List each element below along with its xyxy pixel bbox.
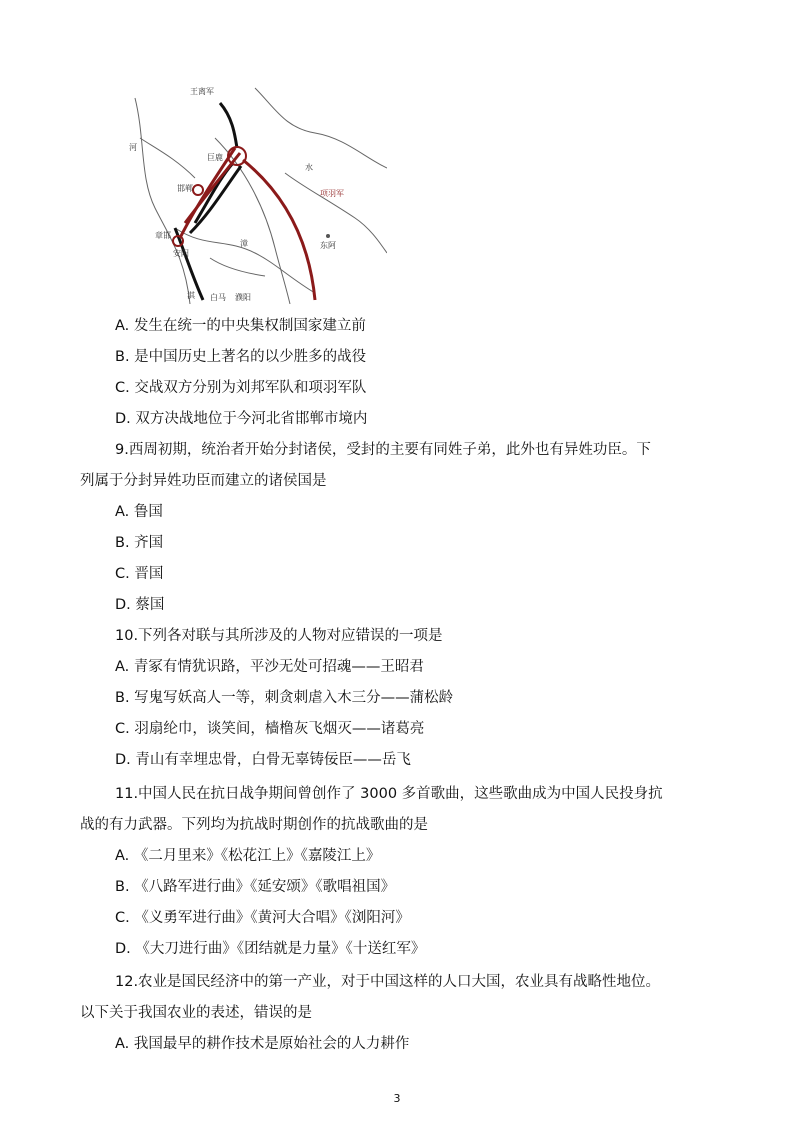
q9-option-a: A. 鲁国 [115, 504, 163, 520]
q8-option-d: D. 双方决战地位于今河北省邯郸市境内 [115, 411, 368, 427]
q11-stem-line1: 11.中国人民在抗日战争期间曾创作了 3000 多首歌曲，这些歌曲成为中国人民投身抗 [115, 786, 663, 802]
q11-stem-line2: 战的有力武器。下列均为抗战时期创作的抗战歌曲的是 [80, 817, 428, 833]
wang-li-arrow [220, 103, 237, 148]
wang-li-label: 王离军 [190, 87, 214, 96]
river-label: 河 [129, 143, 137, 152]
q8-option-c: C. 交战双方分别为刘邦军队和项羽军队 [115, 380, 367, 396]
river-label: 淇 [187, 291, 195, 300]
q9-option-d: D. 蔡国 [115, 597, 165, 613]
river-label: 水 [305, 163, 313, 172]
q9-option-c: C. 晋国 [115, 566, 164, 582]
q12-option-a: A. 我国最早的耕作技术是原始社会的人力耕作 [115, 1036, 410, 1052]
q9-option-b: B. 齐国 [115, 535, 164, 551]
q10-stem: 10.下列各对联与其所涉及的人物对应错误的一项是 [115, 628, 443, 644]
q11-option-d: D. 《大刀进行曲》《团结就是力量》《十送红军》 [115, 941, 426, 957]
river-line [255, 88, 387, 168]
an-yang-label: 安阳 [173, 249, 189, 258]
xiang-yu-label: 项羽军 [320, 189, 344, 198]
q9-stem-line2: 列属于分封异姓功臣而建立的诸侯国是 [80, 473, 327, 489]
han-dan-label: 邯郸 [177, 184, 193, 193]
han-dan-marker [193, 185, 203, 195]
q10-option-d: D. 青山有幸埋忠骨，白骨无辜铸佞臣——岳飞 [115, 752, 411, 768]
page-number: 3 [393, 1092, 401, 1105]
q10-option-c: C. 羽扇纶巾，谈笑间，樯橹灰飞烟灭——诸葛亮 [115, 721, 425, 737]
ju-lu-label: 巨鹿 [207, 153, 223, 162]
q12-stem-line1: 12.农业是国民经济中的第一产业，对于中国这样的人口大国，农业具有战略性地位。 [115, 974, 661, 990]
pu-yang-label: 濮阳 [235, 293, 251, 302]
q8-option-a: A. 发生在统一的中央集权制国家建立前 [115, 318, 366, 334]
river-line [140, 138, 195, 178]
q9-stem-line1: 9.西周初期，统治者开始分封诸侯，受封的主要有同姓子弟，此外也有异姓功臣。下 [115, 442, 651, 458]
bai-ma-label: 白马 [210, 293, 226, 302]
dong-e-label: 东阿 [320, 241, 336, 250]
q11-option-b: B. 《八路军进行曲》《延安颂》《歌唱祖国》 [115, 879, 396, 895]
q10-option-b: B. 写鬼写妖高人一等，刺贪刺虐入木三分——蒲松龄 [115, 690, 454, 706]
dong-e-marker [326, 234, 330, 238]
q11-option-c: C. 《义勇军进行曲》《黄河大合唱》《浏阳河》 [115, 910, 410, 926]
river-line [135, 98, 190, 304]
river-line [210, 258, 265, 276]
zhang-han-label: 章邯 [155, 231, 171, 240]
q11-option-a: A. 《二月里来》《松花江上》《嘉陵江上》 [115, 848, 381, 864]
q10-option-a: A. 青冢有情犹识路，平沙无处可招魂——王昭君 [115, 659, 424, 675]
xiang-yu-arrow [243, 160, 315, 300]
river-label: 漳 [240, 239, 248, 248]
q8-option-b: B. 是中国历史上著名的以少胜多的战役 [115, 349, 367, 365]
battle-map-figure [115, 78, 387, 304]
q12-stem-line2: 以下关于我国农业的表述，错误的是 [80, 1005, 312, 1021]
